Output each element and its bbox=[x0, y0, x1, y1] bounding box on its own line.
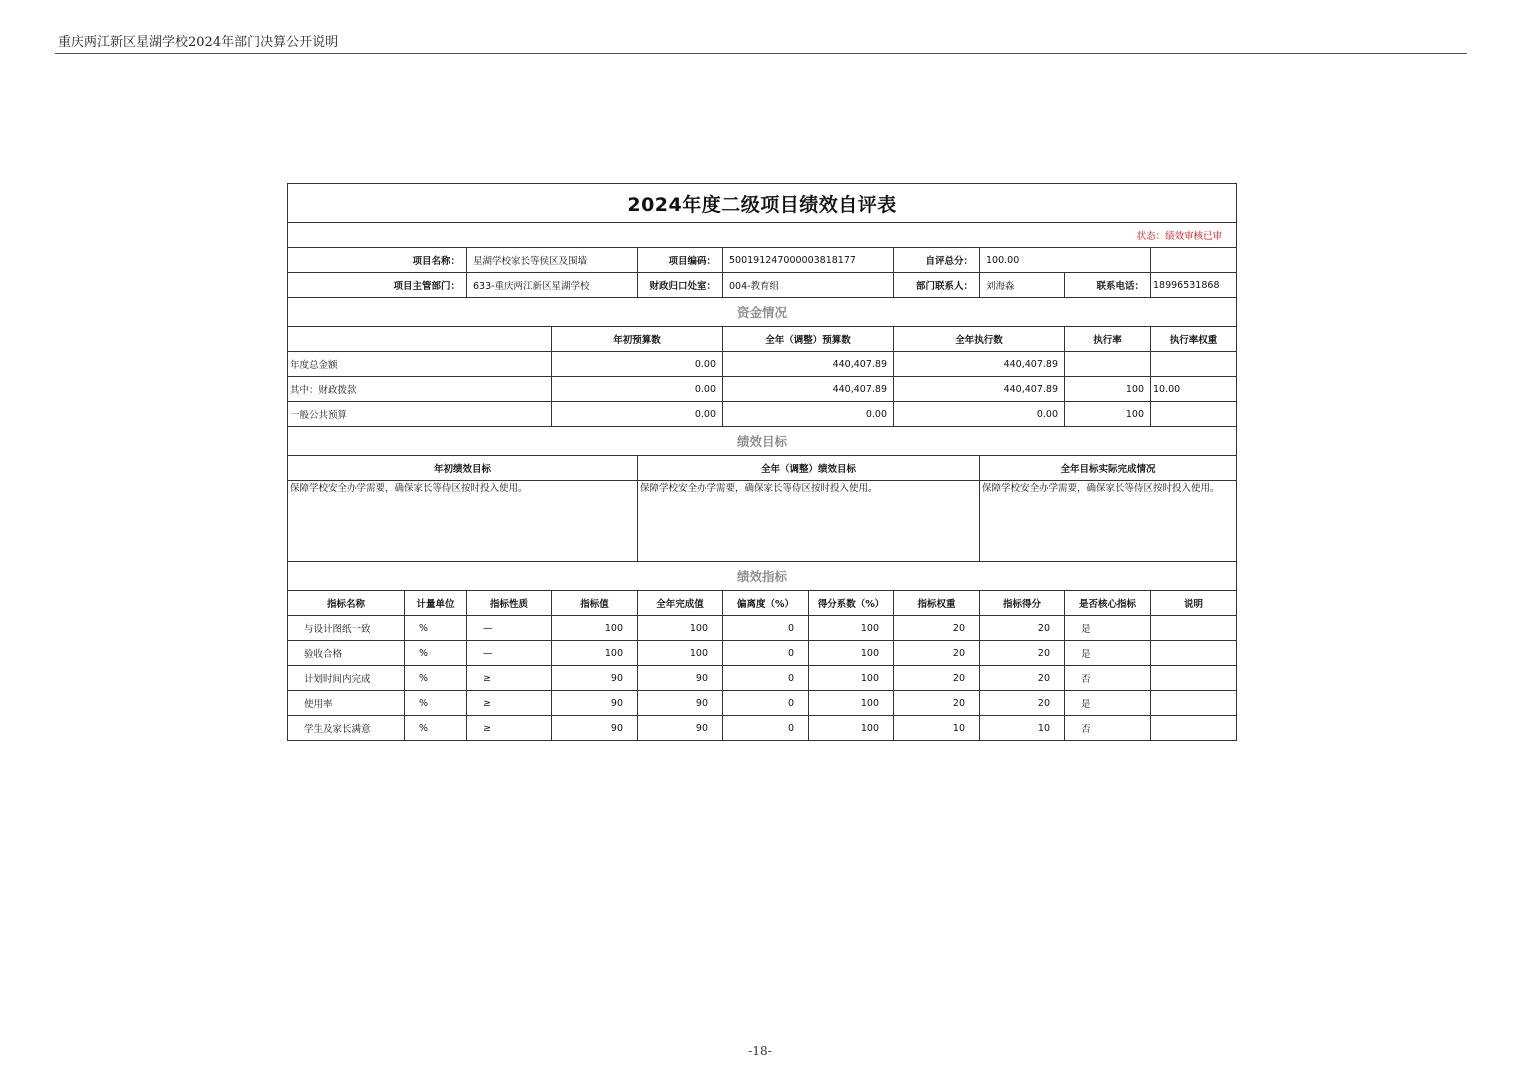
ind-coef: 100 bbox=[809, 691, 894, 716]
info-row-2 bbox=[288, 273, 1237, 298]
ind-name: 计划时间内完成 bbox=[288, 666, 405, 691]
ind-target: 100 bbox=[552, 641, 638, 666]
contact-label: 部门联系人： bbox=[894, 273, 980, 298]
ind-actual: 100 bbox=[638, 641, 723, 666]
ind-core: 否 bbox=[1065, 666, 1151, 691]
ind-score: 20 bbox=[980, 666, 1065, 691]
ind-name: 学生及家长满意 bbox=[288, 716, 405, 741]
ind-header-score: 指标得分 bbox=[980, 591, 1065, 616]
empty-cell bbox=[1151, 248, 1237, 273]
indicator-row bbox=[288, 616, 1237, 641]
ind-nature: ≥ bbox=[467, 716, 552, 741]
ind-header-deviation: 偏离度（%） bbox=[723, 591, 809, 616]
ind-unit: % bbox=[405, 616, 467, 641]
ind-weight: 20 bbox=[894, 616, 980, 641]
goals-header-adjusted: 全年（调整）绩效目标 bbox=[638, 456, 980, 481]
goal-adjusted-text: 保障学校安全办学需要，确保家长等侍区按时投入使用。 bbox=[638, 481, 980, 562]
project-code-value: 500191247000003818177 bbox=[723, 248, 894, 273]
funds-header-initial: 年初预算数 bbox=[552, 327, 723, 352]
dept-label: 项目主管部门： bbox=[288, 273, 467, 298]
ind-deviation: 0 bbox=[723, 666, 809, 691]
page-number: -18- bbox=[748, 1044, 772, 1058]
indicator-row bbox=[288, 716, 1237, 741]
finance-office-value: 004-教育组 bbox=[723, 273, 894, 298]
indicator-row bbox=[288, 641, 1237, 666]
ind-score: 20 bbox=[980, 691, 1065, 716]
funds-rate bbox=[1065, 352, 1151, 377]
ind-score: 10 bbox=[980, 716, 1065, 741]
header-divider bbox=[55, 53, 1467, 54]
ind-nature: ≥ bbox=[467, 691, 552, 716]
ind-note bbox=[1151, 691, 1237, 716]
finance-office-label: 财政归口处室： bbox=[638, 273, 723, 298]
ind-header-unit: 计量单位 bbox=[405, 591, 467, 616]
funds-adjusted: 0.00 bbox=[723, 402, 894, 427]
ind-header-weight: 指标权重 bbox=[894, 591, 980, 616]
ind-nature: — bbox=[467, 616, 552, 641]
ind-name: 与设计图纸一致 bbox=[288, 616, 405, 641]
ind-core: 是 bbox=[1065, 616, 1151, 641]
ind-weight: 10 bbox=[894, 716, 980, 741]
ind-deviation: 0 bbox=[723, 691, 809, 716]
project-name-value: 星湖学校家长等侯区及围墙 bbox=[467, 248, 638, 273]
contact-value: 刘海淼 bbox=[980, 273, 1065, 298]
funds-row bbox=[288, 402, 1237, 427]
funds-adjusted: 440,407.89 bbox=[723, 377, 894, 402]
ind-note bbox=[1151, 666, 1237, 691]
funds-executed: 440,407.89 bbox=[894, 377, 1065, 402]
ind-header-actual: 全年完成值 bbox=[638, 591, 723, 616]
ind-header-target: 指标值 bbox=[552, 591, 638, 616]
ind-core: 是 bbox=[1065, 641, 1151, 666]
funds-row bbox=[288, 352, 1237, 377]
funds-header-row bbox=[288, 327, 1237, 352]
indicator-row bbox=[288, 691, 1237, 716]
ind-header-nature: 指标性质 bbox=[467, 591, 552, 616]
document-header-title: 重庆两江新区星湖学校2024年部门决算公开说明 bbox=[58, 35, 339, 50]
ind-unit: % bbox=[405, 716, 467, 741]
ind-actual: 90 bbox=[638, 716, 723, 741]
performance-evaluation-table bbox=[287, 183, 1237, 741]
ind-actual: 90 bbox=[638, 666, 723, 691]
funds-executed: 440,407.89 bbox=[894, 352, 1065, 377]
funds-header-weight: 执行率权重 bbox=[1151, 327, 1237, 352]
self-score-label: 自评总分： bbox=[894, 248, 980, 273]
ind-deviation: 0 bbox=[723, 641, 809, 666]
indicator-row bbox=[288, 666, 1237, 691]
ind-name: 使用率 bbox=[288, 691, 405, 716]
goals-content-row bbox=[288, 481, 1237, 562]
funds-weight bbox=[1151, 352, 1237, 377]
ind-target: 90 bbox=[552, 666, 638, 691]
ind-coef: 100 bbox=[809, 716, 894, 741]
funds-header-blank bbox=[288, 327, 552, 352]
ind-deviation: 0 bbox=[723, 716, 809, 741]
funds-row-name: 年度总金额 bbox=[288, 352, 552, 377]
ind-header-name: 指标名称 bbox=[288, 591, 405, 616]
ind-header-core: 是否核心指标 bbox=[1065, 591, 1151, 616]
ind-core: 是 bbox=[1065, 691, 1151, 716]
project-name-label: 项目名称： bbox=[288, 248, 467, 273]
funds-header-executed: 全年执行数 bbox=[894, 327, 1065, 352]
ind-weight: 20 bbox=[894, 691, 980, 716]
dept-value: 633-重庆两江新区星湖学校 bbox=[467, 273, 638, 298]
funds-row bbox=[288, 377, 1237, 402]
goals-header-row bbox=[288, 456, 1237, 481]
funds-adjusted: 440,407.89 bbox=[723, 352, 894, 377]
ind-deviation: 0 bbox=[723, 616, 809, 641]
indicators-header-row bbox=[288, 591, 1237, 616]
phone-label: 联系电话： bbox=[1065, 273, 1151, 298]
funds-header-adjusted: 全年（调整）预算数 bbox=[723, 327, 894, 352]
funds-initial: 0.00 bbox=[552, 377, 723, 402]
ind-score: 20 bbox=[980, 616, 1065, 641]
goals-section-title: 绩效目标 bbox=[288, 427, 1237, 456]
ind-coef: 100 bbox=[809, 641, 894, 666]
funds-rate: 100 bbox=[1065, 402, 1151, 427]
ind-target: 90 bbox=[552, 716, 638, 741]
funds-row-name: 其中：财政拨款 bbox=[288, 377, 552, 402]
ind-note bbox=[1151, 616, 1237, 641]
ind-unit: % bbox=[405, 641, 467, 666]
info-row-1 bbox=[288, 248, 1237, 273]
ind-note bbox=[1151, 716, 1237, 741]
goals-header-actual: 全年目标实际完成情况 bbox=[980, 456, 1237, 481]
funds-initial: 0.00 bbox=[552, 352, 723, 377]
funds-weight bbox=[1151, 402, 1237, 427]
self-score-value: 100.00 bbox=[980, 248, 1151, 273]
ind-core: 否 bbox=[1065, 716, 1151, 741]
funds-row-name: 一般公共预算 bbox=[288, 402, 552, 427]
indicators-section-title: 绩效指标 bbox=[288, 562, 1237, 591]
ind-actual: 100 bbox=[638, 616, 723, 641]
funds-header-rate: 执行率 bbox=[1065, 327, 1151, 352]
ind-weight: 20 bbox=[894, 666, 980, 691]
ind-header-coef: 得分系数（%） bbox=[809, 591, 894, 616]
phone-value: 18996531868 bbox=[1151, 273, 1237, 298]
goals-header-initial: 年初绩效目标 bbox=[288, 456, 638, 481]
ind-unit: % bbox=[405, 691, 467, 716]
ind-target: 100 bbox=[552, 616, 638, 641]
ind-target: 90 bbox=[552, 691, 638, 716]
funds-weight: 10.00 bbox=[1151, 377, 1237, 402]
ind-actual: 90 bbox=[638, 691, 723, 716]
funds-initial: 0.00 bbox=[552, 402, 723, 427]
ind-name: 验收合格 bbox=[288, 641, 405, 666]
ind-nature: ≥ bbox=[467, 666, 552, 691]
ind-note bbox=[1151, 641, 1237, 666]
ind-coef: 100 bbox=[809, 666, 894, 691]
ind-weight: 20 bbox=[894, 641, 980, 666]
ind-unit: % bbox=[405, 666, 467, 691]
funds-executed: 0.00 bbox=[894, 402, 1065, 427]
funds-rate: 100 bbox=[1065, 377, 1151, 402]
ind-coef: 100 bbox=[809, 616, 894, 641]
report-title: 2024年度二级项目绩效自评表 bbox=[288, 184, 1237, 223]
status-badge: 状态：绩效审核已审 bbox=[288, 223, 1237, 248]
goal-initial-text: 保障学校安全办学需要，确保家长等侍区按时投入使用。 bbox=[288, 481, 638, 562]
funds-section-title: 资金情况 bbox=[288, 298, 1237, 327]
project-code-label: 项目编码： bbox=[638, 248, 723, 273]
ind-nature: — bbox=[467, 641, 552, 666]
ind-header-note: 说明 bbox=[1151, 591, 1237, 616]
goal-actual-text: 保障学校安全办学需要，确保家长等侍区按时投入使用。 bbox=[980, 481, 1237, 562]
ind-score: 20 bbox=[980, 641, 1065, 666]
